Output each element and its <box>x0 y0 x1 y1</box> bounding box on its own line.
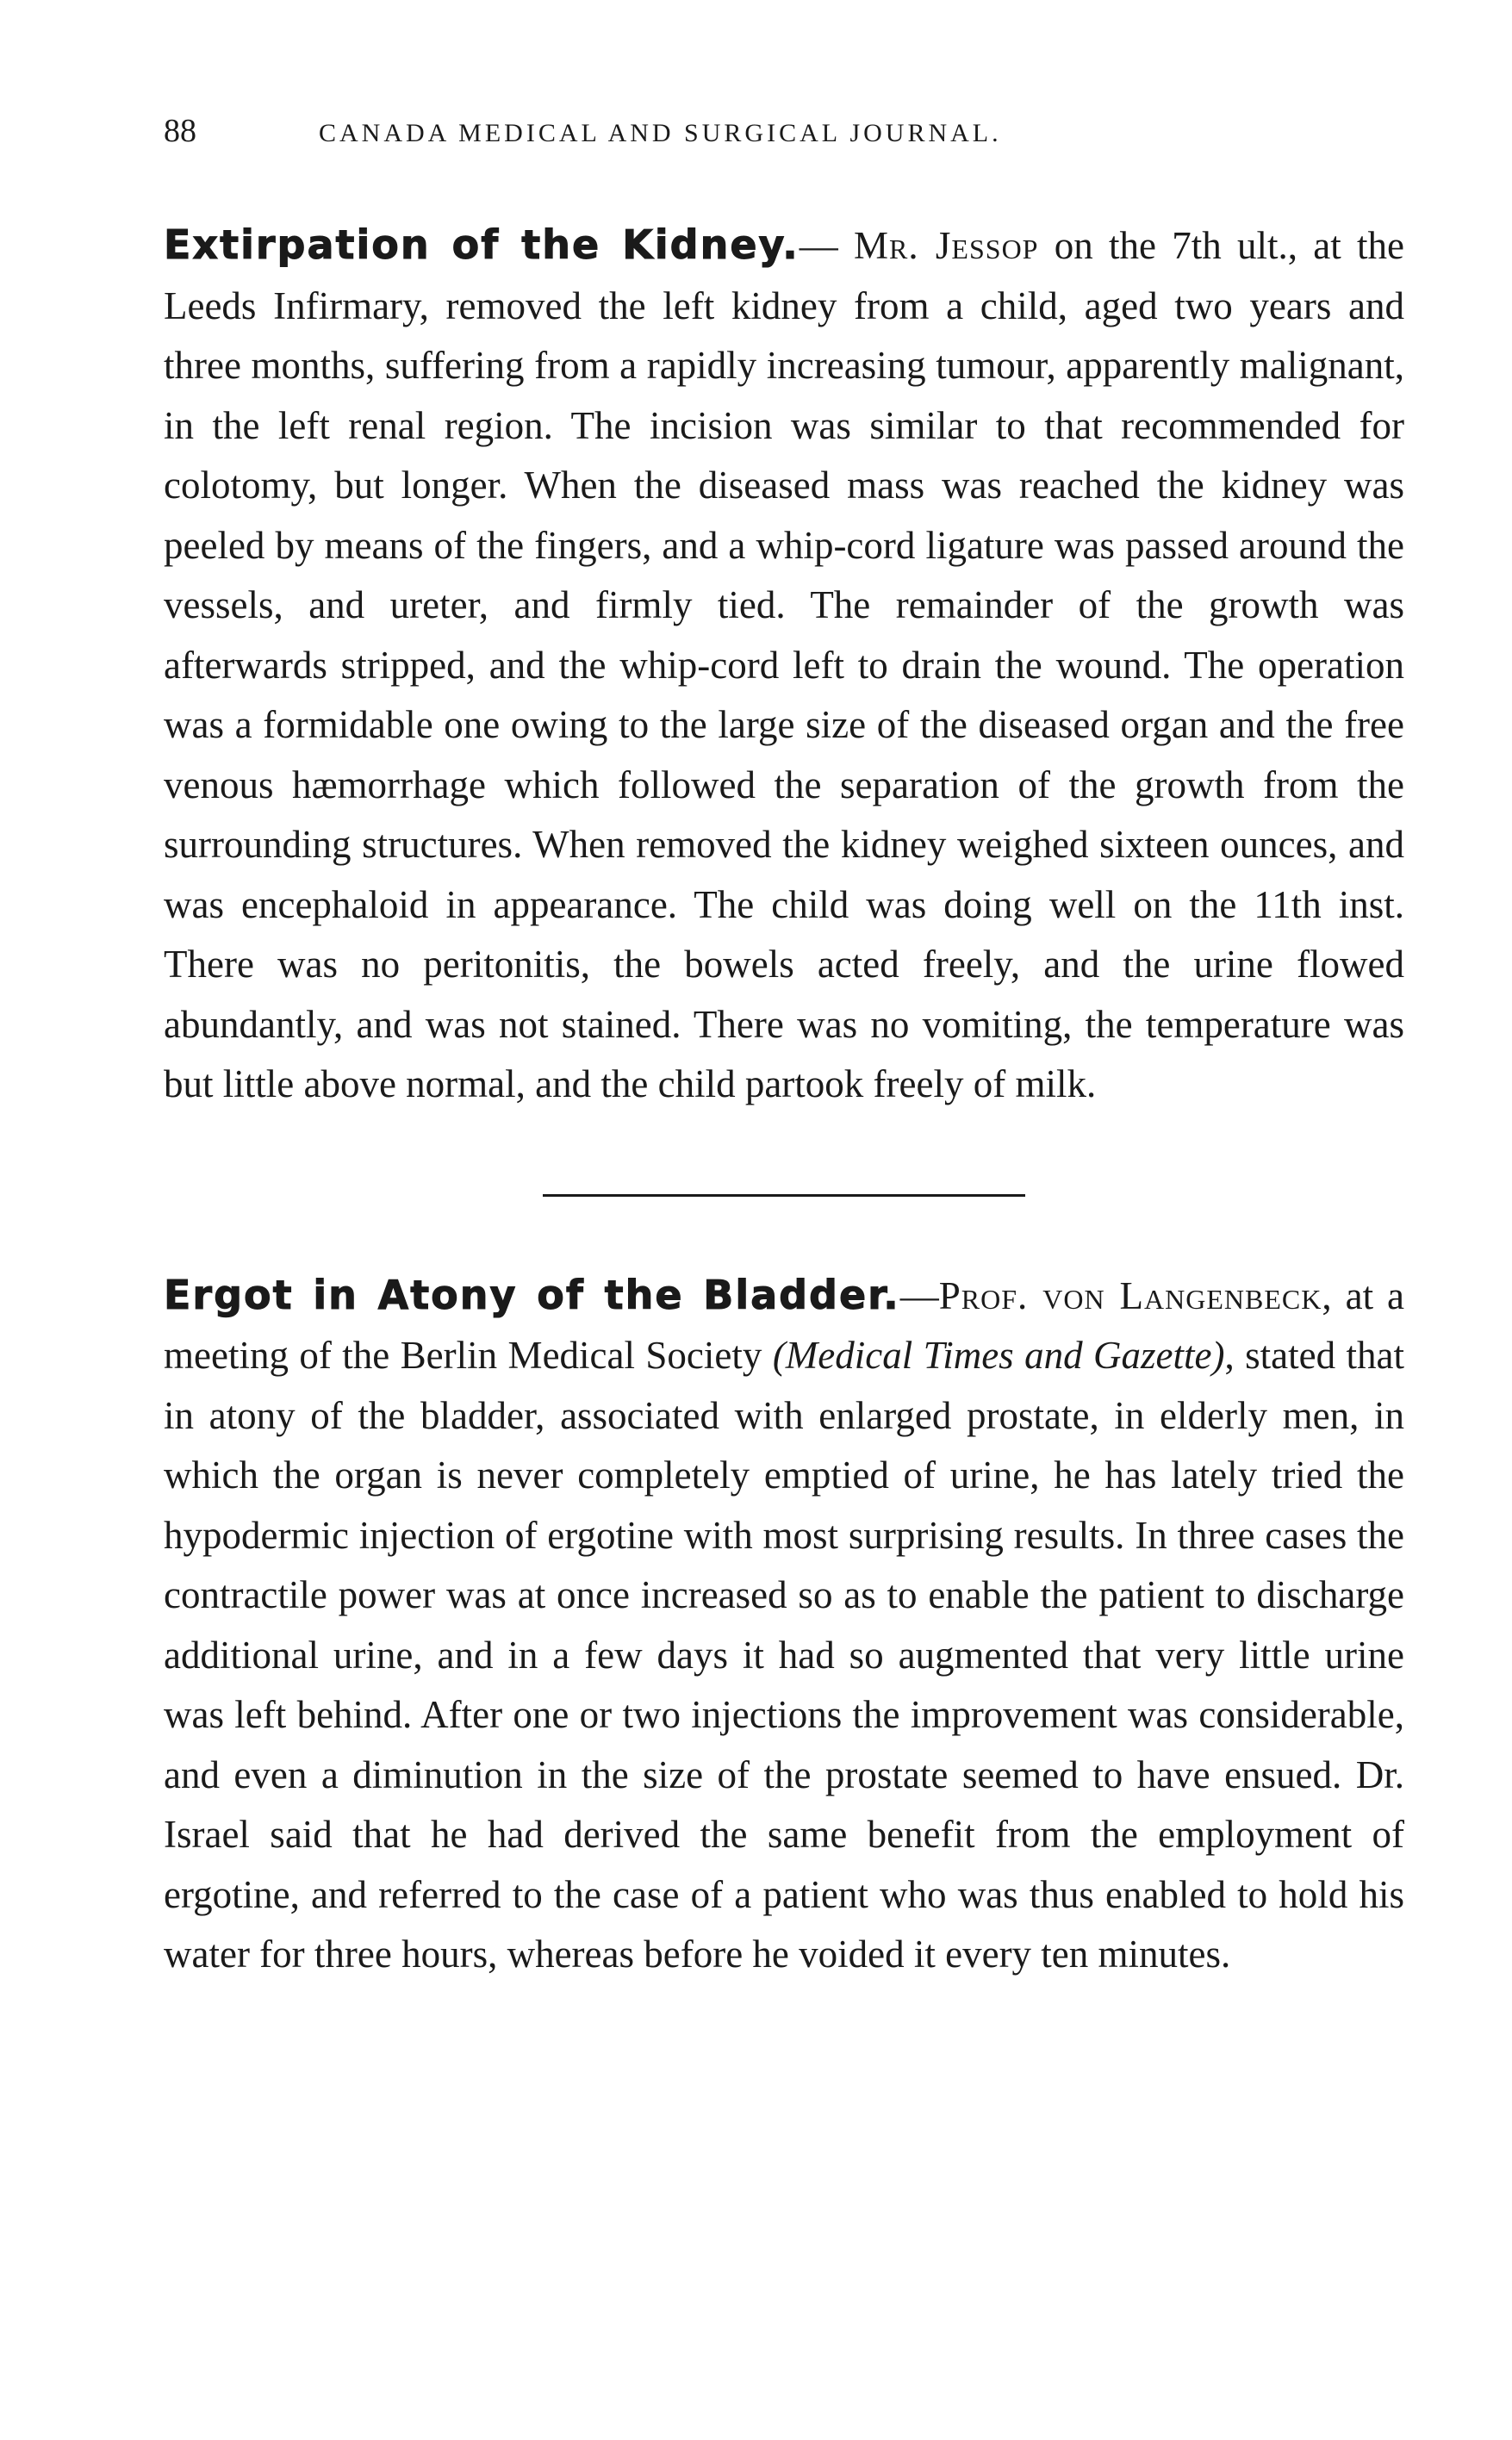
article-body: on the 7th ult., at the Leeds Infirmary, removed the left kidney from a child, aged two years and three months, suffering from a rapidly increasing tumour, apparently malignant, in the left renal region. The incision was similar to that recommended for colotomy, but longer. When the diseased mass was reached the kidney was peeled by means of the fingers, and a whip-cord ligature was passed around the vessels, and ureter, and firmly tied. The remainder of the growth was afterwards stripped, and the whip-cord left to drain the wound. The operation was a formidable one owing to the large size of the diseased organ and the free venous hæmorrhage which followed the separation of the growth from the surrounding structures. When removed the kidney weighed sixteen ounces, and was encephaloid in appearance. The child was doing well on the 11th inst. There was no peritonitis, the bowels acted freely, and the urine flowed abundantly, and was not stained. There was no vomiting, the temperature was but little above normal, and the child partook freely of milk. <box>164 224 1405 1105</box>
journal-title: CANADA MEDICAL AND SURGICAL JOURNAL. <box>319 119 1002 147</box>
running-head <box>164 112 1404 164</box>
article-body: , stated that in atony of the bladder, associated with enlarged prostate, in elderly men, in which the organ is never completely emptied of urine, he has lately tried the hypodermic injection of ergotine with most surprising results. In three cases the contractile power was at once increased so as to enable the patient to discharge additional urine, and in a few days it had so augmented that very little urine was left behind. After one or two injections the improvement was considerable, and even a diminution in the size of the prostate seemed to have ensued. Dr. Israel said that he had derived the same benefit from the employment of ergotine, and referred to the case of a patient who was thus enabled to hold his water for three hours, whereas before he voided it every ten minutes. <box>164 1334 1404 1976</box>
article-kidney <box>164 215 1404 1115</box>
article-body-intro: , at a meeting of the Berlin Medical Society <box>164 1273 1405 1377</box>
page-number: 88 <box>164 113 196 149</box>
journal-page <box>164 112 1404 1985</box>
article-source: (Medical Times and Gazette) <box>772 1334 1225 1377</box>
article-ergot <box>164 1266 1404 1985</box>
article-author: Prof. von Langenbeck <box>938 1273 1322 1317</box>
article-headline: Ergot in Atony of the Bladder. <box>164 1271 900 1318</box>
section-divider <box>543 1194 1025 1197</box>
headline-dash: — <box>899 1273 939 1317</box>
article-author: Mr. Jessop <box>854 224 1039 267</box>
article-headline: Extirpation of the Kidney. <box>164 221 800 268</box>
headline-dash: — <box>799 224 855 267</box>
